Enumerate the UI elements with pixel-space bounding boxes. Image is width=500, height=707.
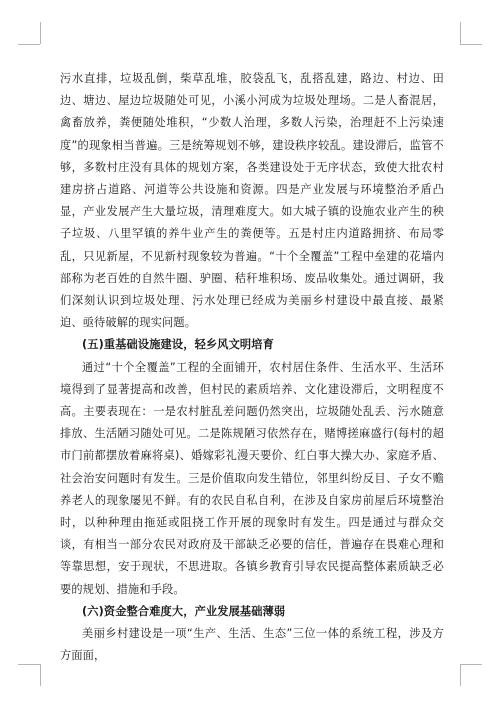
section-heading-6: (六)资金整合难度大，产业发展基础薄弱 [82, 604, 286, 618]
crop-mark-top-left-v [40, 22, 41, 44]
crop-mark-bottom-left-h [18, 664, 40, 665]
crop-mark-bottom-right-v [460, 664, 461, 686]
crop-mark-top-right-h [460, 44, 482, 45]
crop-mark-bottom-left-v [40, 664, 41, 686]
body-paragraph: 美丽乡村建设是一项“生产、生活、生态”三位一体的系统工程，涉及方方面面， [60, 627, 444, 663]
body-paragraph: 污水直排，垃圾乱倒，柴草乱堆，胶袋乱飞，乱搭乱建，路边、村边、田边、塘边、屋边垃圾随处可见，小溪小河成为垃圾处理场。二是人畜混居，禽畜放养，粪便随处堆积，“少数人治理，多数人污染，治理赶不上污染速度”的现象相当普遍。三是统筹规划不够，建设秩序较乱。建设滞后，监管不够，多数村庄没有具体的规划方案，各类建设处于无序状态，致使大批农村建房挤占道路、河道等公共设施和资源。四是产业发展与环境整治矛盾凸显，产业发展产生大量垃圾，清理难度大。如大城子镇的设施农业产生的秧子垃圾、八里罕镇的养牛业产生的粪便等。五是村庄内道路拥挤、布局零乱，只见新屋，不见新村现象较为普遍。“十个全覆盖”工程中垒建的花墙内部称为老百姓的自然牛圈、驴圈、秸秆堆积场、废品收集处。通过调研，我们深刻认识到垃圾处理、污水处理已经成为美丽乡村建设中最直接、最紧迫、亟待破解的现实问题。 [60, 72, 444, 330]
crop-mark-bottom-right-h [460, 664, 482, 665]
body-paragraph: 通过“十个全覆盖”工程的全面铺开，农村居住条件、生活水平、生活环境得到了显著提高和改善，但村民的素质培养、文化建设滞后，文明程度不高。主要表现在：一是农村脏乱差问题仍然突出，垃圾随处乱丢、污水随意排放、生活陋习随处可见。二是陈规陋习依然存在，赌博搓麻盛行(每村的超市门前都摆放着麻将桌)、婚嫁彩礼漫天要价、红白事大操大办、家庭矛盾、社会治安问题时有发生。三是价值取向发生错位，邻里纠纷反目、子女不赡养老人的现象屡见不鲜。有的农民自私自利，在涉及自家房前屋后环境整治时，以种种理由拖延或阻挠工作开展的现象时有发生。四是通过与群众交谈，有相当一部分农民对政府及干部缺乏必要的信任，普遍存在畏难心理和等靠思想，安于现状，不思进取。各镇乡教育引导农民提高整体素质缺乏必要的规划、措施和手段。 [60, 360, 444, 596]
document-body [60, 68, 444, 667]
section-heading-5: (五)重基础设施建设，轻乡风文明培育 [82, 338, 274, 352]
crop-mark-top-right-v [460, 22, 461, 44]
crop-mark-top-left-h [18, 44, 40, 45]
